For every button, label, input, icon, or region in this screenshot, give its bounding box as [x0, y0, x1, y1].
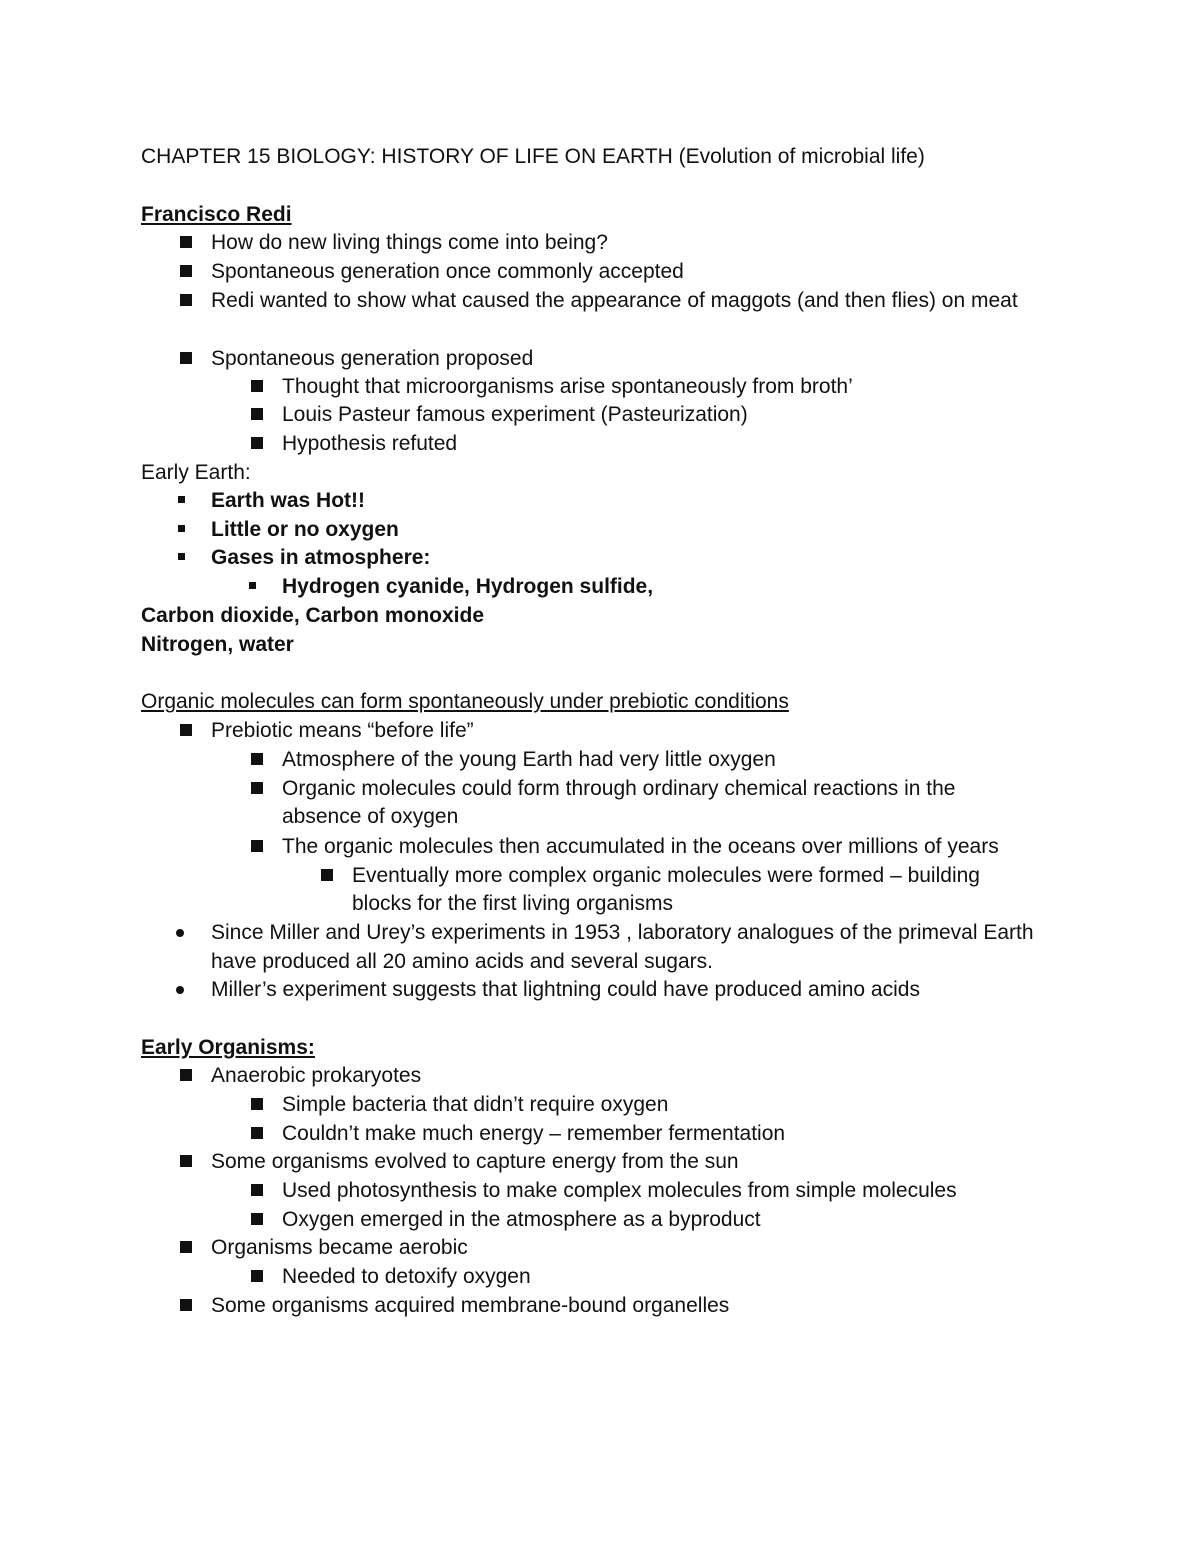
section-heading-organic: Organic molecules can form spontaneously under prebiotic conditions	[141, 690, 789, 713]
small-square-bullet-icon	[178, 496, 185, 503]
list-item: Simple bacteria that didn’t require oxygen	[282, 1093, 669, 1116]
list-item: Some organisms acquired membrane-bound organelles	[211, 1294, 730, 1317]
list-item-continuation: Nitrogen, water	[141, 633, 294, 656]
small-square-bullet-icon	[178, 553, 185, 560]
list-item: Miller’s experiment suggests that lightning could have produced amino acids	[211, 978, 920, 1001]
list-item: Eventually more complex organic molecules were formed – building	[352, 864, 980, 887]
section-heading-early-organisms: Early Organisms:	[141, 1036, 315, 1059]
square-bullet-icon	[180, 294, 192, 306]
square-bullet-icon	[180, 724, 192, 736]
list-item: Some organisms evolved to capture energy from the sun	[211, 1150, 739, 1173]
square-bullet-icon	[180, 1299, 192, 1311]
square-bullet-icon	[251, 1184, 263, 1196]
square-bullet-icon	[321, 869, 333, 881]
section-heading-early-earth: Early Earth:	[141, 461, 251, 484]
list-item-continuation: absence of oxygen	[282, 805, 459, 828]
list-item-continuation: Carbon dioxide, Carbon monoxide	[141, 604, 485, 627]
round-bullet-icon	[176, 929, 184, 937]
square-bullet-icon	[180, 265, 192, 277]
square-bullet-icon	[180, 1155, 192, 1167]
list-item: Organic molecules could form through ordinary chemical reactions in the	[282, 777, 956, 800]
list-item: The organic molecules then accumulated in the oceans over millions of years	[282, 835, 999, 858]
square-bullet-icon	[251, 1213, 263, 1225]
square-bullet-icon	[180, 1069, 192, 1081]
square-bullet-icon	[251, 840, 263, 852]
list-item: Louis Pasteur famous experiment (Pasteurization)	[282, 403, 748, 426]
square-bullet-icon	[251, 1098, 263, 1110]
square-bullet-icon	[180, 352, 192, 364]
square-bullet-icon	[251, 437, 263, 449]
list-item: Little or no oxygen	[211, 518, 399, 541]
list-item: Spontaneous generation proposed	[211, 347, 534, 370]
list-item: Atmosphere of the young Earth had very little oxygen	[282, 748, 776, 771]
list-item-continuation: blocks for the first living organisms	[352, 892, 673, 915]
small-square-bullet-icon	[178, 525, 185, 532]
page-title: CHAPTER 15 BIOLOGY: HISTORY OF LIFE ON EARTH (Evolution of microbial life)	[141, 145, 925, 168]
square-bullet-icon	[180, 236, 192, 248]
list-item-continuation: have produced all 20 amino acids and several sugars.	[211, 950, 713, 973]
square-bullet-icon	[251, 380, 263, 392]
list-item: Redi wanted to show what caused the appearance of maggots (and then flies) on meat	[211, 289, 1018, 312]
square-bullet-icon	[251, 1127, 263, 1139]
square-bullet-icon	[180, 1241, 192, 1253]
list-item: Hypothesis refuted	[282, 432, 458, 455]
square-bullet-icon	[251, 753, 263, 765]
list-item: Spontaneous generation once commonly accepted	[211, 260, 684, 283]
round-bullet-icon	[176, 986, 184, 994]
square-bullet-icon	[251, 782, 263, 794]
list-item: Thought that microorganisms arise spontaneously from broth’	[282, 375, 853, 398]
list-item: Used photosynthesis to make complex molecules from simple molecules	[282, 1179, 957, 1202]
list-item: Organisms became aerobic	[211, 1236, 468, 1259]
list-item: Prebiotic means “before life”	[211, 719, 474, 742]
square-bullet-icon	[251, 1270, 263, 1282]
square-bullet-icon	[251, 408, 263, 420]
list-item: Couldn’t make much energy – remember fermentation	[282, 1122, 786, 1145]
small-square-bullet-icon	[249, 582, 256, 589]
list-item: Oxygen emerged in the atmosphere as a byproduct	[282, 1208, 761, 1231]
list-item: Since Miller and Urey’s experiments in 1953 , laboratory analogues of the primeval Earth	[211, 921, 1034, 944]
list-item: Hydrogen cyanide, Hydrogen sulfide,	[282, 575, 654, 598]
list-item: Gases in atmosphere:	[211, 546, 431, 569]
list-item: Anaerobic prokaryotes	[211, 1064, 422, 1087]
list-item: Needed to detoxify oxygen	[282, 1265, 531, 1288]
section-heading-redi: Francisco Redi	[141, 203, 292, 226]
list-item: How do new living things come into being?	[211, 231, 608, 254]
list-item: Earth was Hot!!	[211, 489, 366, 512]
